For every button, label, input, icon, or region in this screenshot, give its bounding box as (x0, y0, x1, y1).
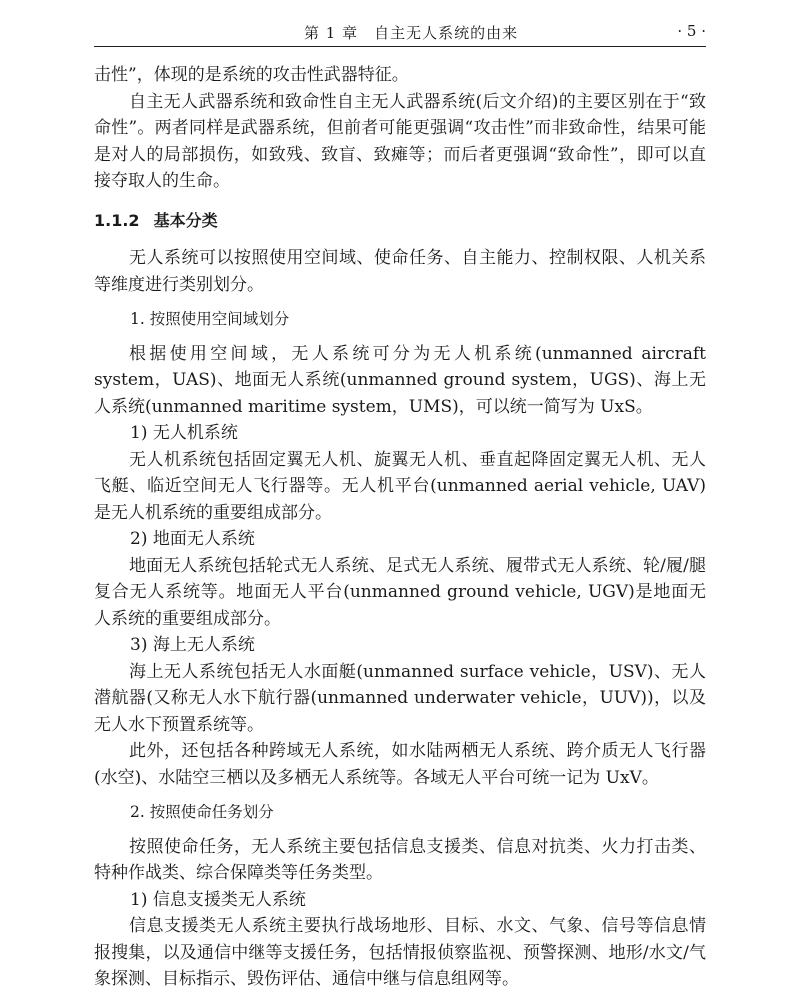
paragraph: 海上无人系统包括无人水面艇(unmanned surface vehicle，USV)、无人潜航器(又称无人水下航行器(unmanned underwater vehicle，UUV))，以及无人水下预置系统等。 (94, 661, 706, 735)
page-body (94, 62, 706, 993)
paragraph: 信息支援类无人系统主要执行战场地形、目标、水文、气象、信号等信息情报搜集，以及通信中继等支援任务，包括情报侦察监视、预警探测、地形/水文/气象探测、目标指示、毁伤评估、通信中继与信息组网等。 (94, 916, 706, 989)
paragraph: 此外，还包括各种跨域无人系统，如水陆两栖无人系统、跨介质无人飞行器(水空)、水陆空三栖以及多栖无人系统等。各域无人平台可统一记为 UxV。 (94, 741, 706, 788)
running-header (94, 16, 706, 47)
list-item-heading: 2) 地面无人系统 (130, 529, 255, 549)
chapter-title: 第 1 章 自主无人系统的由来 (304, 24, 519, 42)
section-heading (94, 208, 706, 235)
list-item-heading: 1) 无人机系统 (130, 423, 238, 443)
paragraph: 地面无人系统包括轮式无人系统、足式无人系统、履带式无人系统、轮/履/腿复合无人系统等。地面无人平台(unmanned ground vehicle, UGV)是地面无人系统的重要组成部分。 (94, 555, 706, 629)
subsection-heading: 1. 按照使用空间域划分 (130, 310, 290, 328)
section-number: 1.1.2 (94, 210, 140, 230)
subsection-heading: 2. 按照使命任务划分 (130, 803, 274, 821)
paragraph: 根据使用空间域，无人系统可分为无人机系统(unmanned aircraft system，UAS)、地面无人系统(unmanned ground system，UGS)、海上无人系统(unmanned maritime system，UMS)，可以统一简写为 UxS。 (94, 343, 706, 417)
paragraph: 按照使命任务，无人系统主要包括信息支援类、信息对抗类、火力打击类、特种作战类、综合保障类等任务类型。 (94, 836, 706, 883)
list-item-heading: 3) 海上无人系统 (130, 635, 255, 655)
paragraph: 自主无人武器系统和致命性自主无人武器系统(后文介绍)的主要区别在于“致命性”。两者同样是武器系统，但前者可能更强调“攻击性”而非致命性，结果可能是对人的局部损伤，如致残、致盲、致瘫等；而后者更强调“致命性”，即可以直接夺取人的生命。 (94, 91, 706, 191)
page-number: · 5 · (677, 22, 706, 40)
paragraph: 无人系统可以按照使用空间域、使命任务、自主能力、控制权限、人机关系等维度进行类别划分。 (94, 248, 706, 295)
paragraph: 无人机系统包括固定翼无人机、旋翼无人机、垂直起降固定翼无人机、无人飞艇、临近空间无人飞行器等。无人机平台(unmanned aerial vehicle, UAV)是无人机系统的重要组成部分。 (94, 449, 706, 523)
section-title: 基本分类 (153, 210, 218, 230)
list-item-heading: 1) 信息支援类无人系统 (130, 889, 306, 910)
paragraph: 击性”，体现的是系统的攻击性武器特征。 (94, 65, 409, 85)
